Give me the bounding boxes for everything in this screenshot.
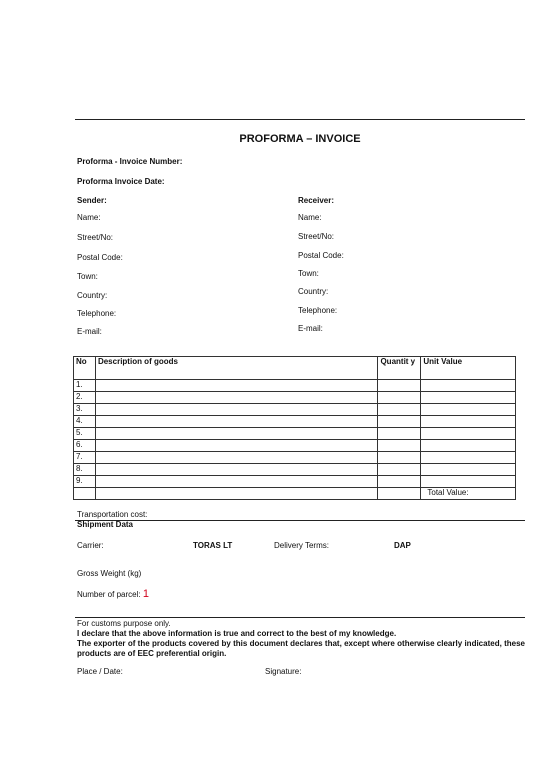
receiver-postal-label: Postal Code: bbox=[298, 251, 344, 260]
customs-rule bbox=[75, 617, 525, 618]
row-description-cell[interactable] bbox=[95, 464, 378, 476]
row-unit-value-cell[interactable] bbox=[421, 476, 516, 488]
row-description-cell[interactable] bbox=[95, 380, 378, 392]
declaration-true-correct: I declare that the above information is true and correct to the best of my knowledge. bbox=[77, 629, 397, 638]
table-row bbox=[74, 440, 516, 452]
shipment-rule bbox=[75, 520, 525, 521]
parcels-value: 1 bbox=[142, 588, 149, 600]
declaration-origin: The exporter of the products covered by this document declares that, except where otherwise clearly indicated, these products are of EEC preferential origin. bbox=[77, 639, 525, 658]
row-number: 4. bbox=[74, 416, 96, 428]
row-quantity-cell[interactable] bbox=[378, 428, 421, 440]
row-unit-value-cell[interactable] bbox=[421, 452, 516, 464]
customs-note: For customs purpose only. bbox=[77, 619, 171, 628]
row-unit-value-cell[interactable] bbox=[421, 380, 516, 392]
header-no: No bbox=[74, 357, 96, 380]
row-description-cell[interactable] bbox=[95, 452, 378, 464]
row-number: 7. bbox=[74, 452, 96, 464]
row-description-cell[interactable] bbox=[95, 404, 378, 416]
goods-table bbox=[73, 356, 516, 500]
row-unit-value-cell[interactable] bbox=[421, 464, 516, 476]
receiver-email-label: E-mail: bbox=[298, 324, 323, 333]
total-row bbox=[74, 488, 516, 500]
row-description-cell[interactable] bbox=[95, 416, 378, 428]
row-number: 6. bbox=[74, 440, 96, 452]
sender-town-label: Town: bbox=[77, 272, 98, 281]
receiver-town-label: Town: bbox=[298, 269, 319, 278]
row-number: 3. bbox=[74, 404, 96, 416]
sender-country-label: Country: bbox=[77, 291, 108, 300]
row-quantity-cell[interactable] bbox=[378, 452, 421, 464]
table-row bbox=[74, 392, 516, 404]
row-unit-value-cell[interactable] bbox=[421, 428, 516, 440]
row-unit-value-cell[interactable] bbox=[421, 416, 516, 428]
sender-street-label: Street/No: bbox=[77, 233, 114, 242]
row-quantity-cell[interactable] bbox=[378, 440, 421, 452]
table-row bbox=[74, 464, 516, 476]
carrier-value: TORAS LT bbox=[193, 541, 233, 550]
receiver-name-label: Name: bbox=[298, 213, 322, 222]
row-quantity-cell[interactable] bbox=[378, 416, 421, 428]
row-number: 5. bbox=[74, 428, 96, 440]
shipment-data-label: Shipment Data bbox=[77, 520, 134, 529]
receiver-street-label: Street/No: bbox=[298, 232, 335, 241]
table-row bbox=[74, 452, 516, 464]
row-number: 1. bbox=[74, 380, 96, 392]
delivery-terms-label: Delivery Terms: bbox=[274, 541, 329, 550]
invoice-date-label: Proforma Invoice Date: bbox=[77, 177, 165, 186]
row-description-cell[interactable] bbox=[95, 428, 378, 440]
row-quantity-cell[interactable] bbox=[378, 476, 421, 488]
row-unit-value-cell[interactable] bbox=[421, 440, 516, 452]
total-value-label: Total Value: bbox=[427, 488, 469, 497]
table-row bbox=[74, 380, 516, 392]
row-number: 9. bbox=[74, 476, 96, 488]
sender-email-label: E-mail: bbox=[77, 327, 102, 336]
table-row bbox=[74, 404, 516, 416]
sender-postal-label: Postal Code: bbox=[77, 253, 123, 262]
carrier-label: Carrier: bbox=[77, 541, 104, 550]
transportation-cost-label: Transportation cost: bbox=[77, 510, 148, 519]
row-quantity-cell[interactable] bbox=[378, 392, 421, 404]
row-unit-value-cell[interactable] bbox=[421, 404, 516, 416]
place-date-label: Place / Date: bbox=[77, 667, 123, 676]
header-unit-value: Unit Value bbox=[421, 357, 516, 380]
parcels-label: Number of parcel: bbox=[77, 590, 141, 599]
parcels-row bbox=[77, 588, 149, 600]
row-quantity-cell[interactable] bbox=[378, 404, 421, 416]
sender-heading: Sender: bbox=[77, 196, 107, 205]
invoice-number-label: Proforma - Invoice Number: bbox=[77, 157, 183, 166]
top-rule bbox=[75, 119, 525, 120]
receiver-telephone-label: Telephone: bbox=[298, 306, 338, 315]
table-row bbox=[74, 416, 516, 428]
table-row bbox=[74, 428, 516, 440]
row-quantity-cell[interactable] bbox=[378, 464, 421, 476]
gross-weight-label: Gross Weight (kg) bbox=[77, 569, 142, 578]
goods-table-header bbox=[74, 357, 516, 380]
row-description-cell[interactable] bbox=[95, 440, 378, 452]
row-quantity-cell[interactable] bbox=[378, 380, 421, 392]
sender-name-label: Name: bbox=[77, 213, 101, 222]
row-unit-value-cell[interactable] bbox=[421, 392, 516, 404]
row-number: 8. bbox=[74, 464, 96, 476]
row-number: 2. bbox=[74, 392, 96, 404]
header-quantity: Quantit y bbox=[378, 357, 421, 380]
row-description-cell[interactable] bbox=[95, 476, 378, 488]
signature-label: Signature: bbox=[265, 667, 302, 676]
receiver-country-label: Country: bbox=[298, 287, 329, 296]
table-row bbox=[74, 476, 516, 488]
page-title: PROFORMA – INVOICE bbox=[239, 133, 361, 145]
receiver-heading: Receiver: bbox=[298, 196, 335, 205]
delivery-terms-value: DAP bbox=[394, 541, 411, 550]
total-value-cell[interactable] bbox=[421, 488, 516, 500]
row-description-cell[interactable] bbox=[95, 392, 378, 404]
header-description: Description of goods bbox=[95, 357, 378, 380]
sender-telephone-label: Telephone: bbox=[77, 309, 117, 318]
